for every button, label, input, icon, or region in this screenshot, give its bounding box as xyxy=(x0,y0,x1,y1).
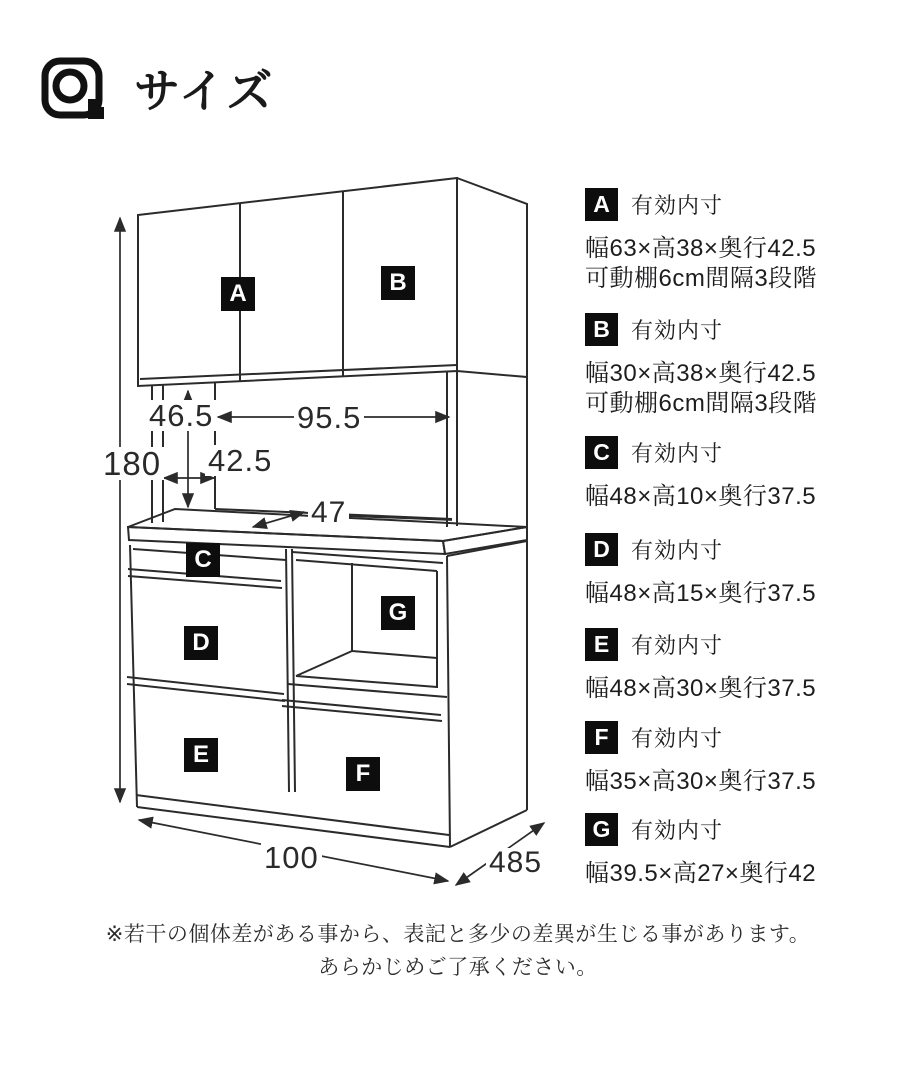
compartment-label-b: B xyxy=(381,266,415,300)
spec-line: 可動棚6cm間隔3段階 xyxy=(585,265,818,292)
compartment-label-c: C xyxy=(186,543,220,577)
dim-counter-depth: 47 xyxy=(308,498,349,528)
compartment-label-e: E xyxy=(184,738,218,772)
spec-row-d xyxy=(585,533,916,609)
compartment-label-a: A xyxy=(221,277,255,311)
compartment-label-d: D xyxy=(184,626,218,660)
spec-heading: 有効内寸 xyxy=(631,726,724,751)
spec-line: 幅48×高10×奥行37.5 xyxy=(585,483,817,510)
spec-line: 幅35×高30×奥行37.5 xyxy=(585,768,817,795)
compartment-label-f: F xyxy=(346,757,380,791)
spec-row-g xyxy=(585,813,916,889)
upper-cabinet xyxy=(138,178,527,386)
spec-heading: 有効内寸 xyxy=(631,538,724,563)
dim-open-space-width: 95.5 xyxy=(294,402,364,433)
spec-chip-e: E xyxy=(585,628,618,661)
spec-chip-a: A xyxy=(585,188,618,221)
disclaimer-line-2: あらかじめご了承ください。 xyxy=(318,956,598,979)
dim-total-depth: 485 xyxy=(486,848,545,878)
spec-chip-d: D xyxy=(585,533,618,566)
dim-open-space-height: 46.5 xyxy=(146,400,216,431)
spec-heading: 有効内寸 xyxy=(631,193,724,218)
spec-line: 幅30×高38×奥行42.5 xyxy=(585,360,817,387)
page-title: サイズ xyxy=(134,65,275,117)
spec-line: 可動棚6cm間隔3段階 xyxy=(585,390,818,417)
spec-line: 幅48×高30×奥行37.5 xyxy=(585,675,817,702)
disclaimer xyxy=(0,918,916,984)
dimension-lines xyxy=(120,218,544,885)
dim-total-height: 180 xyxy=(100,447,164,480)
dim-total-width: 100 xyxy=(261,842,322,873)
compartment-label-g: G xyxy=(381,596,415,630)
spec-chip-b: B xyxy=(585,313,618,346)
spec-chip-c: C xyxy=(585,436,618,469)
spec-heading: 有効内寸 xyxy=(631,441,724,466)
spec-line: 幅63×高38×奥行42.5 xyxy=(585,235,817,262)
spec-line: 幅48×高15×奥行37.5 xyxy=(585,580,817,607)
lower-cabinet xyxy=(127,541,527,847)
spec-heading: 有効内寸 xyxy=(631,633,724,658)
spec-row-b xyxy=(585,313,916,419)
dim-upper-depth: 42.5 xyxy=(205,445,275,476)
spec-chip-g: G xyxy=(585,813,618,846)
spec-heading: 有効内寸 xyxy=(631,318,724,343)
spec-row-e xyxy=(585,628,916,704)
spec-line: 幅39.5×高27×奥行42 xyxy=(585,860,817,887)
spec-row-a xyxy=(585,188,916,294)
spec-chip-f: F xyxy=(585,721,618,754)
spec-row-c xyxy=(585,436,916,512)
spec-row-f xyxy=(585,721,916,797)
spec-heading: 有効内寸 xyxy=(631,818,724,843)
disclaimer-line-1: ※若干の個体差がある事から、表記と多少の差異が生じる事があります。 xyxy=(105,923,811,946)
